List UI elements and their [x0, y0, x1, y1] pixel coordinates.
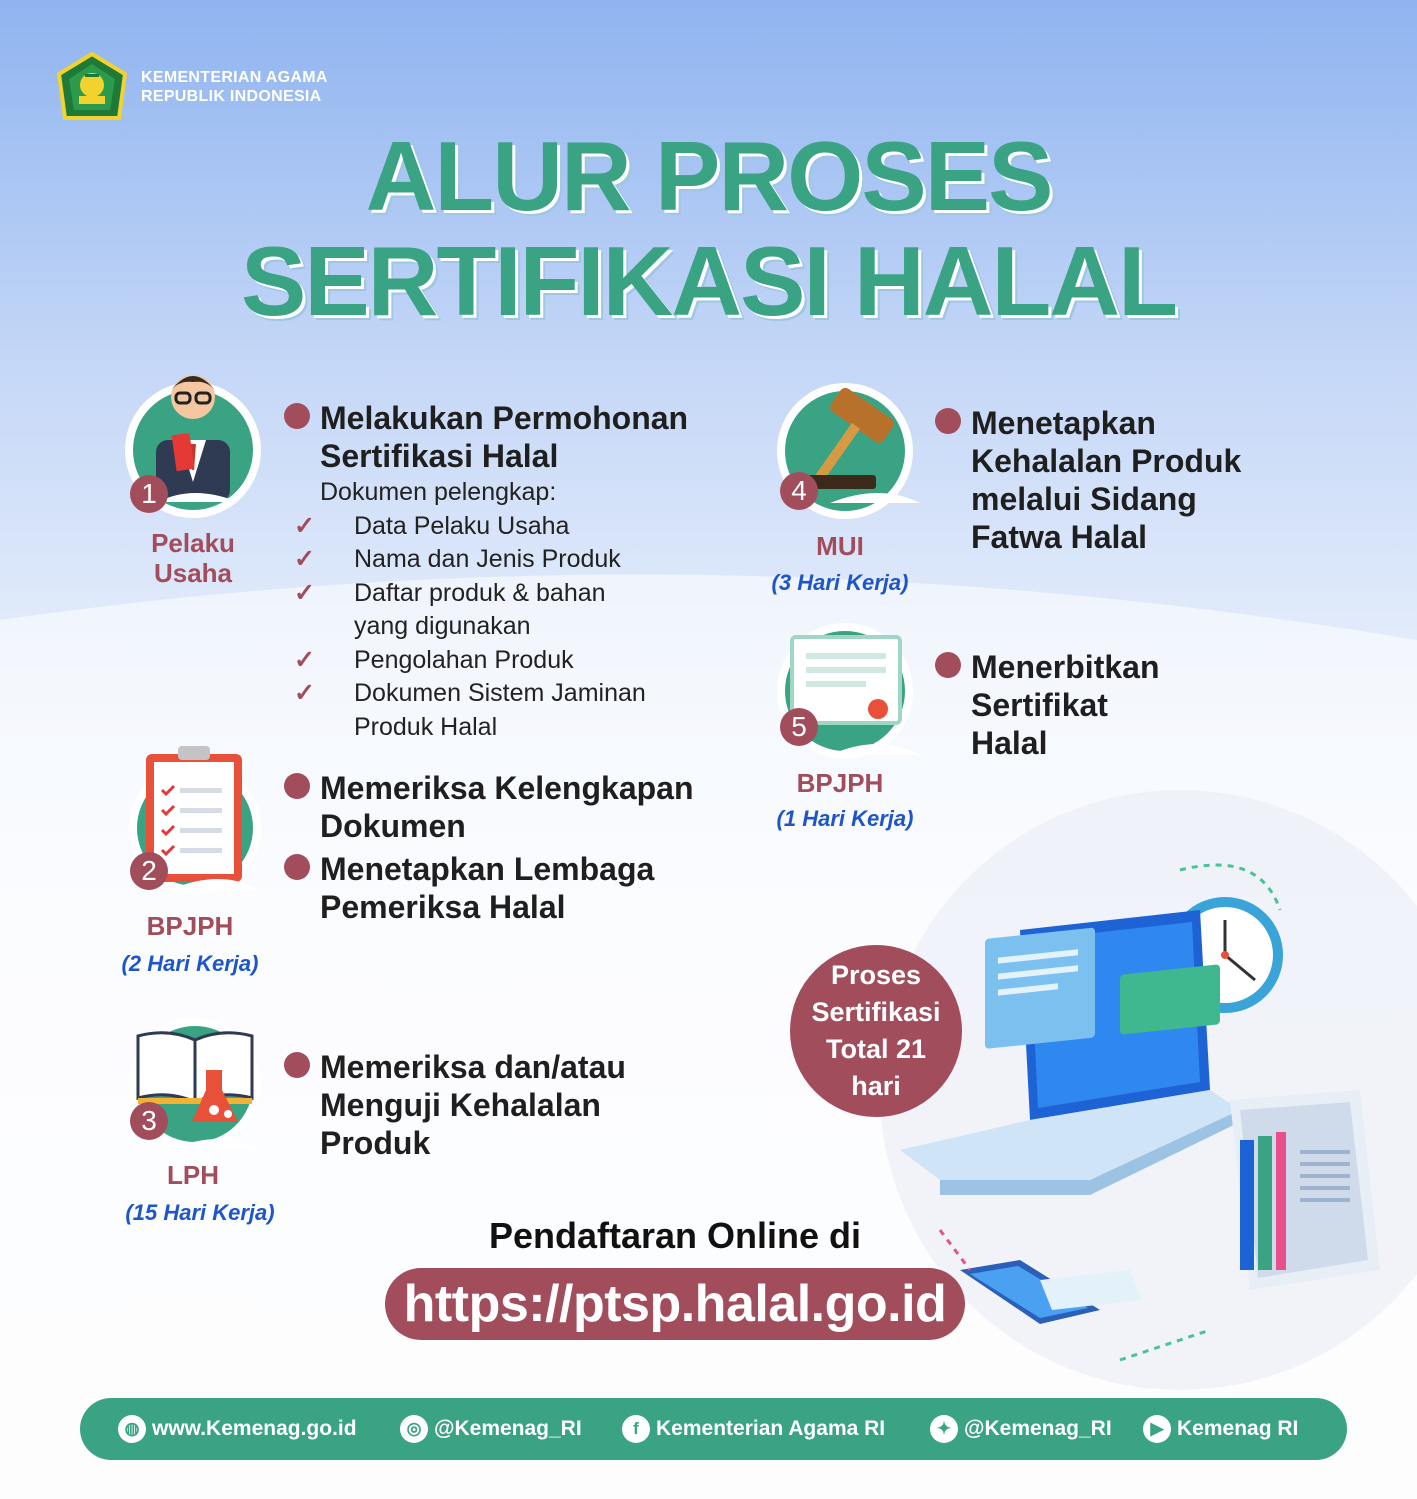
step-3-activity-line3: Produk — [320, 1125, 431, 1161]
page-title-line2: SERTIFIKASI HALAL — [240, 226, 1177, 336]
total-line3: Total 21 — [825, 1034, 927, 1064]
step-5-activity-line1: Menerbitkan — [971, 649, 1160, 685]
step-3-activity-line1: Memeriksa dan/atau — [320, 1049, 626, 1085]
check-icon: ✓ — [294, 545, 315, 573]
step-4-activity-line3: melalui Sidang — [971, 481, 1197, 517]
step-2-activity-b-line1: Menetapkan Lembaga — [320, 851, 655, 887]
step-2-number: 2 — [130, 852, 168, 890]
youtube-icon: ▶ — [1143, 1415, 1171, 1443]
total-line1: Proses — [830, 960, 922, 990]
registration-label: Pendaftaran Online di — [488, 1215, 862, 1256]
total-line4: hari — [851, 1071, 901, 1101]
step-2-activity-b-line2: Pemeriksa Halal — [320, 889, 566, 925]
check-icon: ✓ — [294, 679, 315, 707]
step-3-activity — [284, 1048, 626, 1162]
step-5-number: 5 — [780, 708, 818, 746]
footer-twitter-link[interactable]: ✦ @Kemenag_RI — [930, 1414, 1112, 1444]
facebook-icon: f — [622, 1415, 650, 1443]
step-5-activity — [935, 648, 1159, 762]
step-4-activity-line4: Fatwa Halal — [971, 519, 1148, 555]
document-item: ✓ Nama dan Jenis Produk — [324, 543, 700, 577]
footer-facebook-link[interactable]: f Kementerian Agama RI — [622, 1414, 885, 1444]
bullet-dot — [284, 773, 310, 799]
document-item: ✓ Data Pelaku Usaha — [324, 510, 700, 544]
step-4-days: (3 Hari Kerja) — [771, 570, 909, 595]
check-icon: ✓ — [294, 578, 315, 607]
documents-heading: Dokumen pelengkap: — [320, 478, 557, 506]
step-1-number: 1 — [130, 475, 168, 513]
ministry-name-line1: KEMENTERIAN AGAMA — [141, 69, 328, 86]
total-duration-badge — [790, 945, 962, 1117]
step-2-activity-a-line1: Memeriksa Kelengkapan — [320, 770, 694, 806]
step-1-actor-line2: Usaha — [153, 558, 233, 588]
step-2-days: (2 Hari Kerja) — [121, 951, 259, 976]
twitter-icon: ✦ — [930, 1415, 958, 1443]
step-4-activity-line2: Kehalalan Produk — [971, 443, 1242, 479]
kemenag-logo — [55, 52, 129, 126]
page-title-line1: ALUR PROSES — [365, 121, 1052, 231]
check-icon: ✓ — [294, 645, 315, 674]
step-4-actor: MUI — [816, 531, 864, 561]
step-4-number: 4 — [780, 472, 818, 510]
step-1-actor — [118, 528, 268, 588]
check-icon: ✓ — [294, 511, 315, 540]
step-2-actor: BPJPH — [146, 911, 234, 941]
registration-url-link[interactable]: https://ptsp.halal.go.id — [385, 1268, 965, 1340]
bullet-dot — [284, 1052, 310, 1078]
step-4-activity — [935, 404, 1241, 556]
lab-book-icon — [110, 1010, 280, 1160]
certificate-icon — [760, 615, 930, 765]
step-2-activity-b — [284, 850, 654, 926]
step-3-actor: LPH — [167, 1160, 219, 1190]
step-1-actor-line1: Pelaku — [151, 528, 235, 558]
footer-youtube-link[interactable]: ▶ Kemenag RI — [1143, 1414, 1298, 1444]
bullet-dot — [935, 652, 961, 678]
step-2-activity-a-line2: Dokumen — [320, 808, 466, 844]
bullet-dot — [284, 854, 310, 880]
document-item: ✓ Pengolahan Produk — [324, 644, 700, 678]
bullet-dot — [935, 408, 961, 434]
documents-list — [294, 510, 700, 745]
footer-instagram-link[interactable]: ◎ @Kemenag_RI — [400, 1414, 582, 1444]
step-1-activity-line2: Sertifikasi Halal — [320, 438, 559, 474]
step-5-activity-line3: Halal — [971, 725, 1048, 761]
document-item: ✓ Dokumen Sistem Jaminan Produk Halal — [294, 679, 646, 741]
step-5-activity-line2: Sertifikat — [971, 687, 1108, 723]
document-item: ✓ Daftar produk & bahan yang digunakan — [294, 578, 606, 640]
step-5-actor: BPJPH — [796, 768, 884, 798]
footer-website-link[interactable]: ◍ www.Kemenag.go.id — [118, 1414, 357, 1444]
step-3-days: (15 Hari Kerja) — [125, 1200, 275, 1225]
step-1-activity-line1: Melakukan Permohonan — [320, 400, 689, 436]
step-2-activity-a — [284, 769, 694, 845]
total-line2: Sertifikasi — [811, 997, 941, 1027]
ministry-name — [141, 68, 328, 106]
step-1-activity — [284, 399, 688, 475]
step-5-days: (1 Hari Kerja) — [776, 806, 914, 831]
bullet-dot — [284, 403, 310, 429]
instagram-icon: ◎ — [400, 1415, 428, 1443]
step-3-number: 3 — [130, 1102, 168, 1140]
step-1-documents — [294, 476, 700, 744]
ministry-name-line2: REPUBLIK INDONESIA — [141, 88, 322, 105]
step-3-activity-line2: Menguji Kehalalan — [320, 1087, 601, 1123]
step-4-activity-line1: Menetapkan — [971, 405, 1156, 441]
globe-icon: ◍ — [118, 1415, 146, 1443]
